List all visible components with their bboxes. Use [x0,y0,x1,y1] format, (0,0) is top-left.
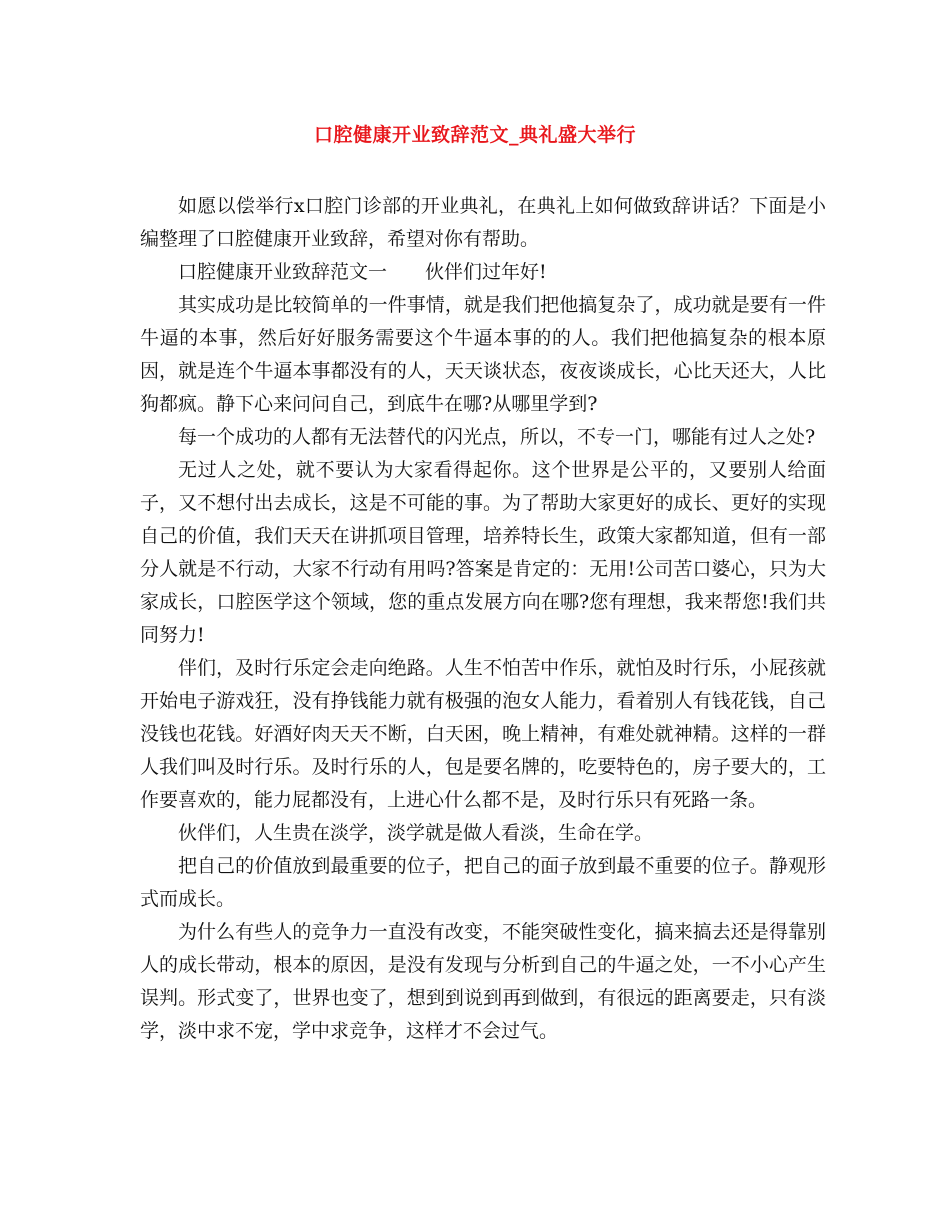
paragraph-pleasure: 伴们，及时行乐定会走向绝路。人生不怕苦中作乐，就怕及时行乐，小屁孩就开始电子游戏狂，没有挣钱能力就有极强的泡女人能力，看着别人有钱花钱，自己没钱也花钱。好酒好肉天天不断，白天困，晚上精神，有难处就神精。这样的一群人我们叫及时行乐。及时行乐的人，包是要名牌的，吃要特色的，房子要大的，工作要喜欢的，能力屁都没有，上进心什么都不是，及时行乐只有死路一条。 [140,657,826,811]
document-title: 口腔健康开业致辞范文_典礼盛大举行 [313,124,636,146]
paragraph-intro: 如愿以偿举行x口腔门诊部的开业典礼，在典礼上如何做致辞讲话？下面是小编整理了口腔健康开业致辞，希望对你有帮助。 [140,195,826,250]
paragraph-learning: 伙伴们，人生贵在淡学，淡学就是做人看淡，生命在学。 [178,822,654,844]
paragraph-growth: 无过人之处，就不要认为大家看得起你。这个世界是公平的，又要别人给面子，又不想付出去成长，这是不可能的事。为了帮助大家更好的成长、更好的实现自己的价值，我们天天在讲抓项目管理，培养特长生，政策大家都知道，但有一部分人就是不行动，大家不行动有用吗?答案是肯定的：无用!公司苦口婆心，只为大家成长，口腔医学这个领域，您的重点发展方向在哪?您有理想，我来帮您!我们共同努力! [140,459,826,646]
paragraph-highlight: 每一个成功的人都有无法替代的闪光点，所以，不专一门，哪能有过人之处? [178,426,816,448]
paragraph-competition: 为什么有些人的竞争力一直没有改变，不能突破性变化，搞来搞去还是得靠别人的成长带动，根本的原因，是没有发现与分析到自己的牛逼之处，一不小心产生误判。形式变了，世界也变了，想到到说到再到做到，有很远的距离要走，只有淡学，淡中求不宠，学中求竞争，这样才不会过气。 [140,921,826,1042]
paragraph-greeting: 口腔健康开业致辞范文一 伙伴们过年好! [178,261,547,283]
paragraph-value: 把自己的价值放到最重要的位子，把自己的面子放到最不重要的位子。静观形式而成长。 [140,855,826,910]
paragraph-success: 其实成功是比较简单的一件事情，就是我们把他搞复杂了，成功就是要有一件牛逼的本事，然后好好服务需要这个牛逼本事的的人。我们把他搞复杂的根本原因，就是连个牛逼本事都没有的人，天天谈状态，夜夜谈成长，心比天还大，人比狗都疯。静下心来问问自己，到底牛在哪?从哪里学到? [140,294,826,415]
document-body [140,190,826,1048]
